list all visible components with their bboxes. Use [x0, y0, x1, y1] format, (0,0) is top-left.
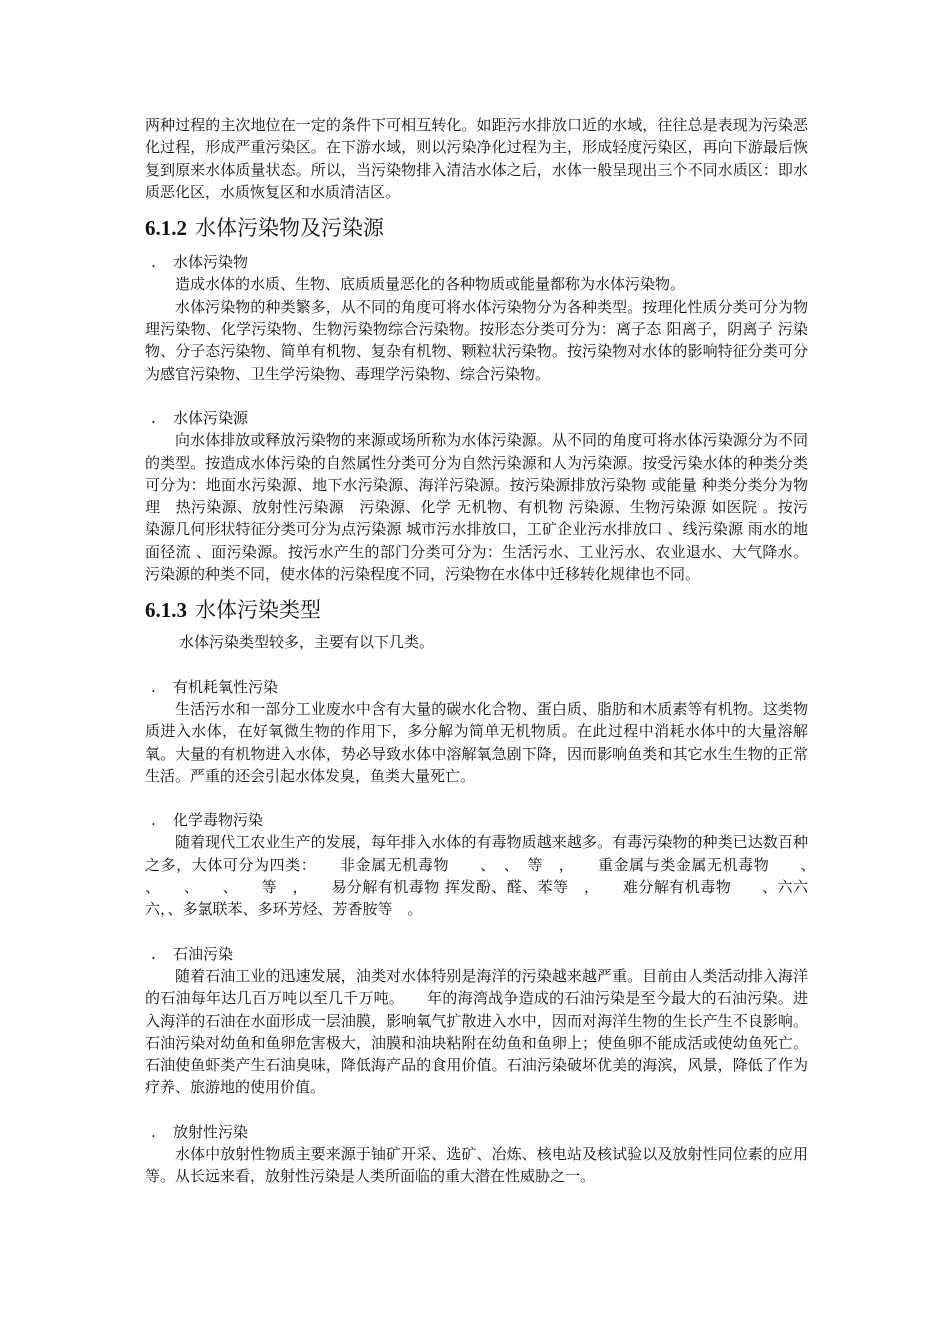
list-item-label: . 石油污染 — [145, 943, 808, 965]
intro-paragraph: 两种过程的主次地位在一定的条件下可相互转化。如距污水排放口近的水域，往往总是表现为污染恶化过程，形成严重污染区。在下游水域，则以污染净化过程为主，形成轻度污染区，再向下游最后恢复到原来水体质量状态。所以，当污染物排入清洁水体之后，水体一般呈现出三个不同水质区：即水质恶化区，水质恢复区和水质清洁区。 — [145, 116, 808, 201]
section-number: 6.1.2 — [145, 216, 187, 241]
section-title: 水体污染物及污染源 — [195, 216, 384, 241]
list-marker: . — [151, 944, 156, 963]
list-marker: . — [151, 408, 156, 427]
list-marker: . — [151, 253, 156, 272]
body-paragraph: 生活污水和一部分工业废水中含有大量的碳水化合物、蛋白质、脂肪和木质素等有机物。这类物质进入水体，在好氧微生物的作用下，多分解为简单无机物质。在此过程中消耗水体中的大量溶解氧。大量的有机物进入水体，势必导致水体中溶解氧急剧下降，因而影响鱼类和其它水生生物的正常生活。严重的还会引起水体发臭，鱼类大量死亡。 — [145, 699, 808, 785]
section-title: 水体污染类型 — [195, 598, 321, 623]
list-item-label: . 有机耗氧性污染 — [145, 676, 808, 698]
document-page — [145, 114, 839, 1188]
body-paragraph: 向水体排放或释放污染物的来源或场所称为水体污染源。从不同的角度可将水体污染源分为不同的类型。按造成水体污染的自然属性分类可分为自然污染源和人为污染源。按受污染水体的种类分类可分为：地面水污染源、地下水污染源、海洋污染源。按污染源排放污染物 或能量 种类分类分为物理 热污染源、放射性污染源 污染源、化学 无机物、有机物 污染源、生物污染源 如医院 。按污染源几何形状特征分类可分为点污染源 城市污水排放口，工矿企业污水排放口 、线污染源 雨水的地面径流 、面污染源。按污水产生的部门分类可分为：生活污水、工业污水、农业退水、大气降水。污染源的种类不同，使水体的污染程度不同，污染物在水体中迁移转化规律也不同。 — [145, 431, 808, 584]
section-number: 6.1.3 — [145, 598, 187, 623]
list-marker: . — [151, 811, 156, 830]
list-marker: . — [151, 677, 156, 696]
body-paragraph: 随着石油工业的迅速发展，油类对水体特别是海洋的污染越来越严重。目前由人类活动排入海洋的石油每年达几百万吨以至几千万吨。 年的海湾战争造成的石油污染是至今最大的石油污染。进入海洋的石油在水面形成一层油膜，影响氧气扩散进入水中，因而对海洋生物的生长产生不良影响。石油污染对幼鱼和鱼卵危害极大，油膜和油块粘附在幼鱼和鱼卵上；使鱼卵不能成活或使幼鱼死亡。石油使鱼虾类产生石油臭味，降低海产品的食用价值。石油污染破坏优美的海滨，风景，降低了作为疗养、旅游地的使用价值。 — [145, 966, 808, 1097]
body-paragraph: 造成水体的水质、生物、底质质量恶化的各种物质或能量都称为水体污染物。 — [175, 275, 686, 294]
list-item-label: . 放射性污染 — [145, 1121, 808, 1143]
section-heading-6-1-3 — [145, 595, 808, 625]
section-heading-6-1-2 — [145, 213, 808, 243]
lead-paragraph: 水体污染类型较多，主要有以下几类。 — [179, 633, 435, 652]
body-paragraph: 水体中放射性物质主要来源于铀矿开采、选矿、冶炼、核电站及核试验以及放射性同位素的应用等。从长远来看，放射性污染是人类所面临的重大潜在性威胁之一。 — [145, 1144, 808, 1186]
body-paragraph: 随着现代工农业生产的发展，每年排入水体的有毒物质越来越多。有毒污染物的种类已达数百种之多，大体可分为四类： 非金属无机毒物 、 、 等 ， 重金属与类金属无机毒物 、 、 、 、 等 ， 易分解有机毒物 挥发酚、醛、苯等 ， 难分解有机毒物 、六六六，、多氯联苯、多环芳烃、芳香胺等 。 — [145, 833, 839, 919]
body-paragraph: 水体污染物的种类繁多，从不同的角度可将水体污染物分为各种类型。按理化性质分类可分为物理污染物、化学污染物、生物污染物综合污染物。按形态分类可分为：离子态 阳离子，阴离子 污染物、分子态污染物、简单有机物、复杂有机物、颗粒状污染物。按污染物对水体的影响特征分类可分为感官污染物、卫生学污染物、毒理学污染物、综合污染物。 — [145, 297, 808, 383]
list-marker: . — [151, 1122, 156, 1141]
list-item-label: . 水体污染源 — [145, 407, 808, 429]
list-item-label: . 化学毒物污染 — [145, 809, 808, 831]
list-item-label: . 水体污染物 — [145, 251, 808, 273]
